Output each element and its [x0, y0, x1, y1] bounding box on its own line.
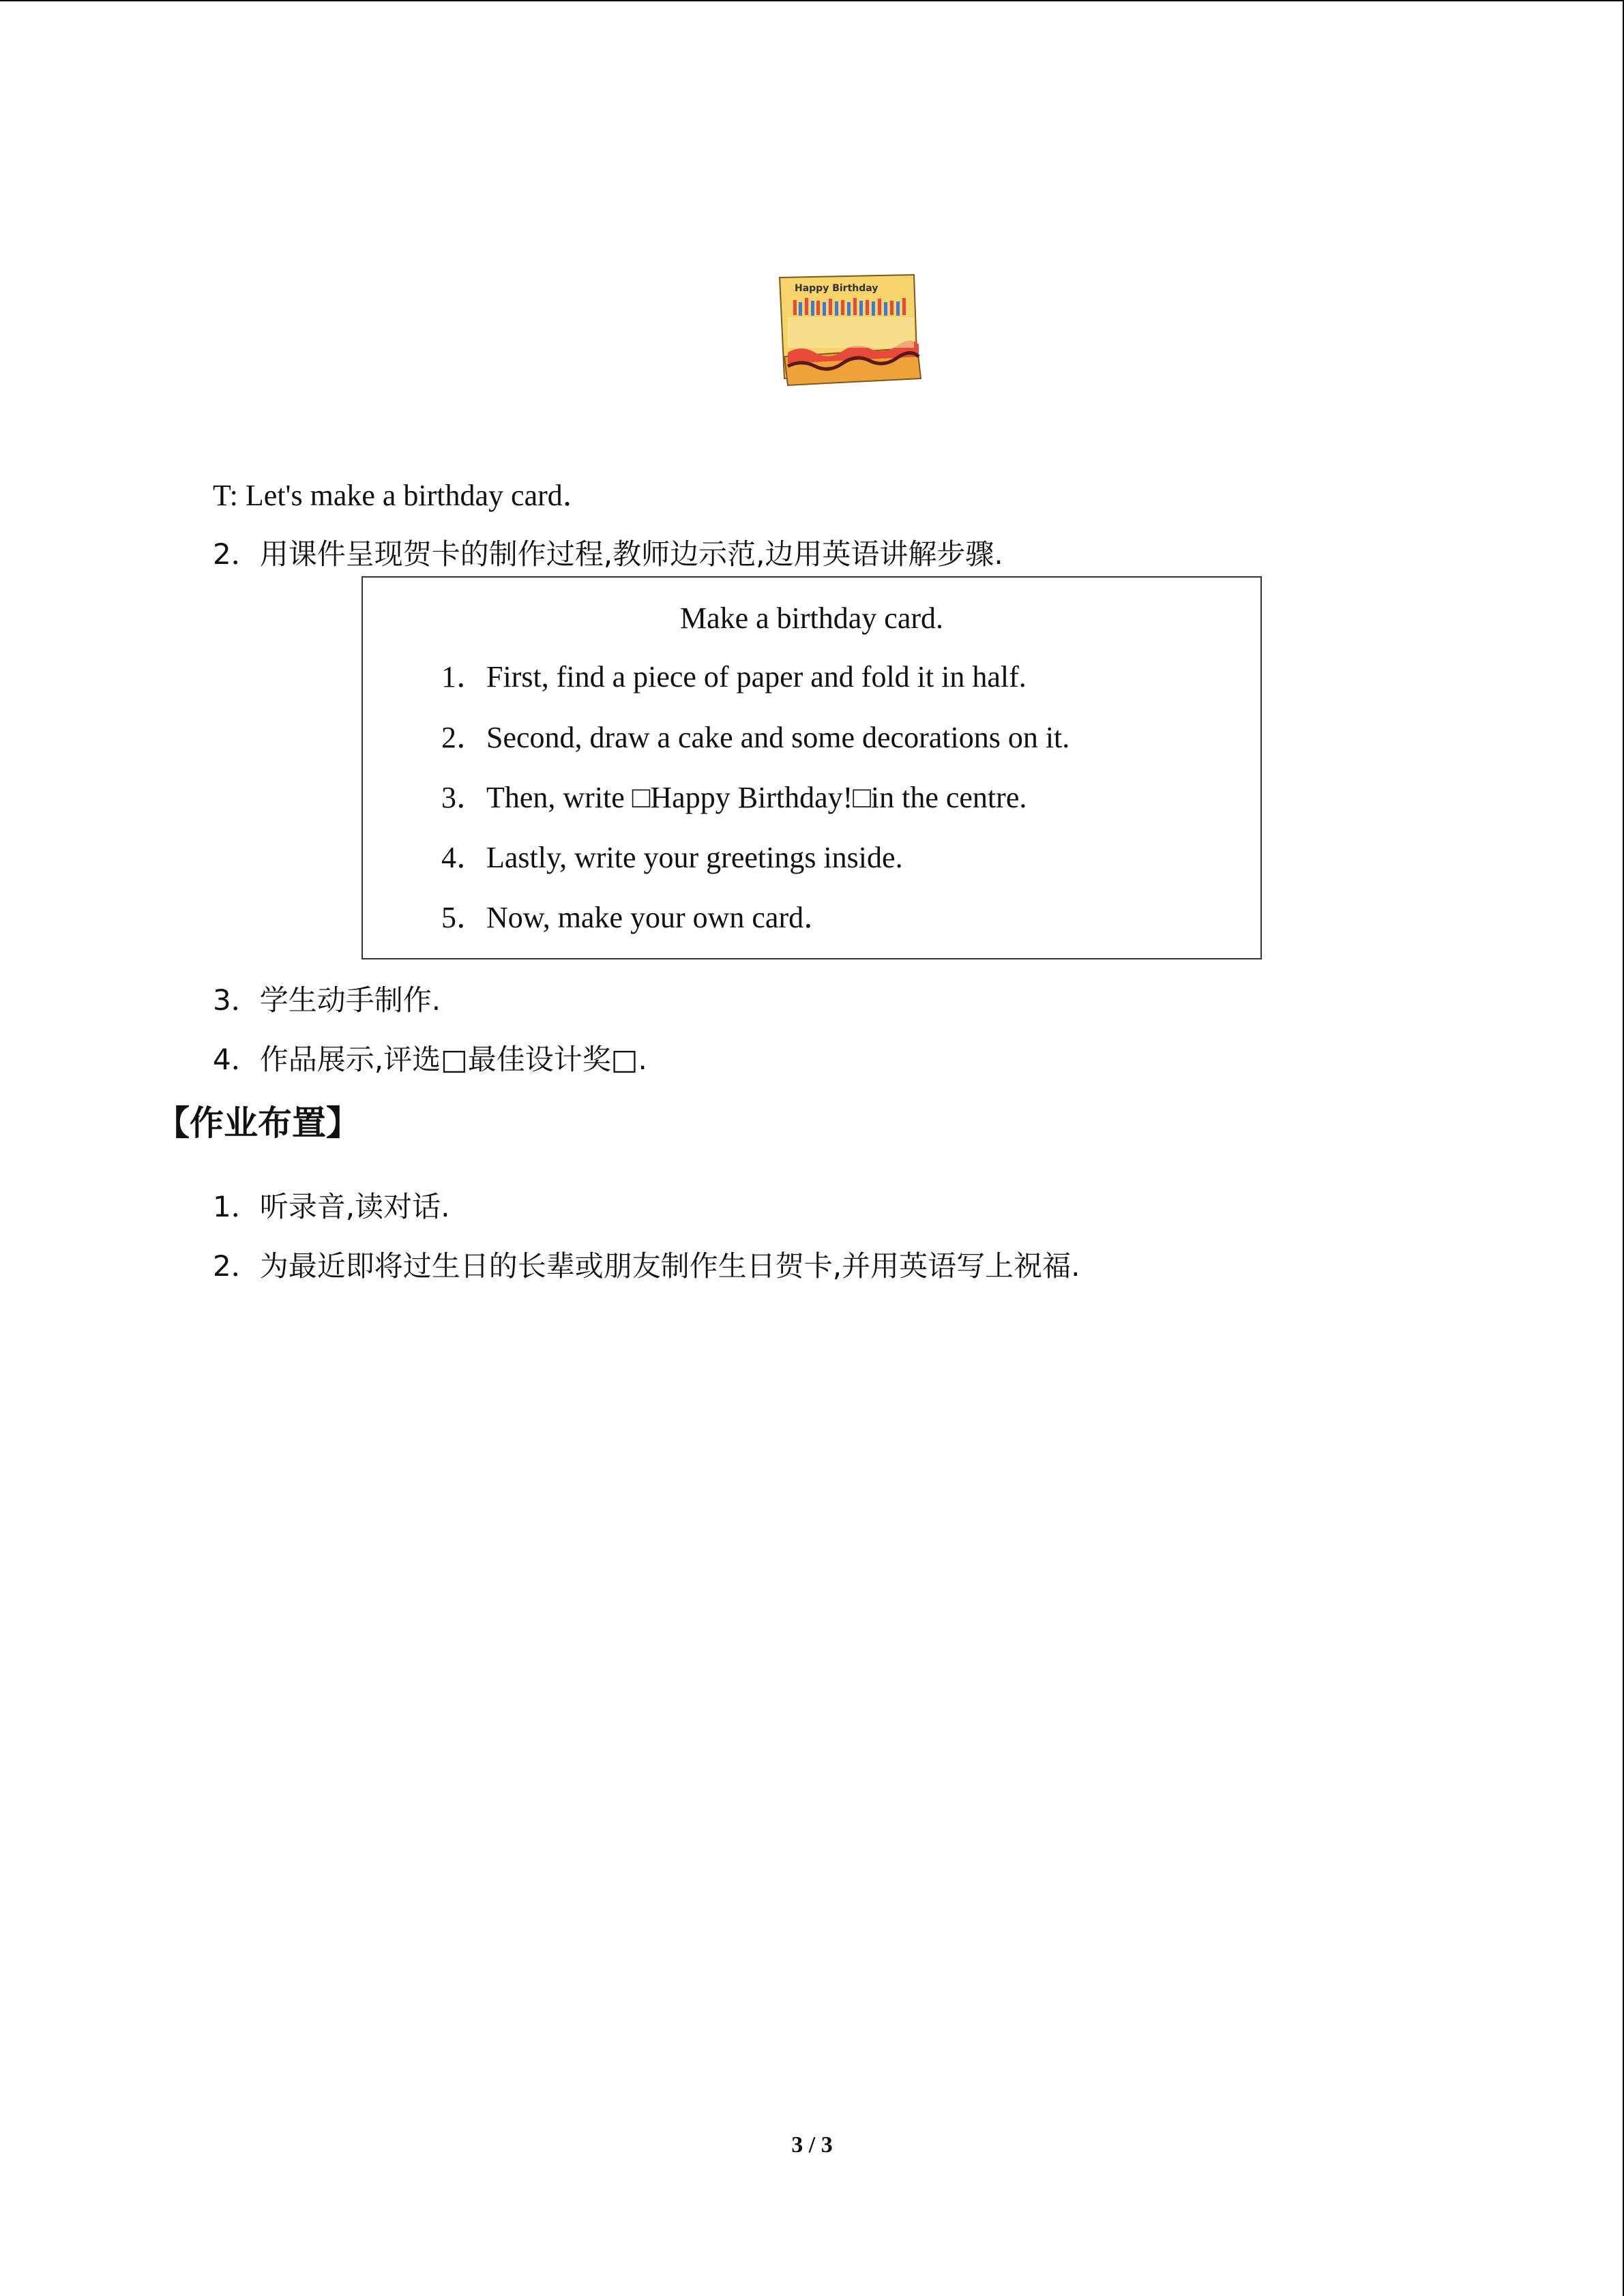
steps-box-title: Make a birthday card. — [679, 601, 944, 635]
step-item: 3．Then, write □Happy Birthday!□in the centre. — [441, 781, 1027, 814]
procedure-item-3: 3．学生动手制作. — [213, 983, 441, 1017]
steps-box — [361, 576, 1262, 959]
card-greeting-text: Happy Birthday — [795, 283, 879, 294]
homework-item: 2．为最近即将过生日的长辈或朋友制作生日贺卡,并用英语写上祝福. — [213, 1249, 1080, 1283]
homework-item: 1．听录音,读对话. — [213, 1190, 450, 1223]
step-item: 4．Lastly, write your greetings inside. — [441, 841, 903, 874]
procedure-item-4: 4．作品展示,评选□最佳设计奖□. — [213, 1043, 647, 1076]
step-item: 2．Second, draw a cake and some decorations on it. — [441, 721, 1070, 754]
procedure-item-2: 2．用课件呈现贺卡的制作过程,教师边示范,边用英语讲解步骤. — [213, 537, 1003, 571]
step-item: 1．First, find a piece of paper and fold it in half. — [441, 660, 1027, 694]
page-number: 3 / 3 — [791, 2132, 833, 2158]
top-border — [0, 0, 1624, 1]
step-item: 5．Now, make your own card． — [441, 901, 834, 934]
teacher-line: T: Let's make a birthday card． — [213, 479, 593, 512]
homework-heading: 【作业布置】 — [156, 1103, 360, 1143]
birthday-card-illustration — [774, 269, 928, 389]
